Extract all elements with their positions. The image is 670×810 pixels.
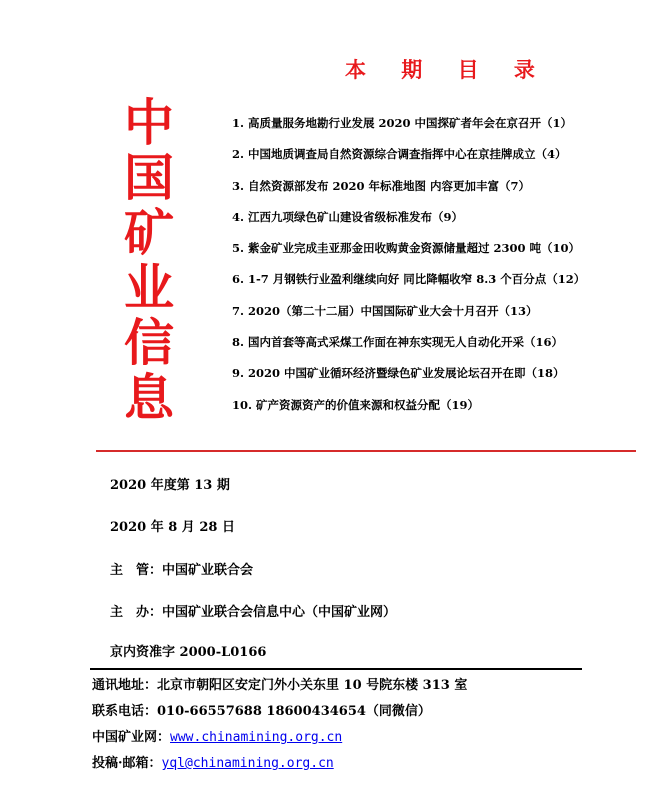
table-of-contents <box>232 108 652 421</box>
website-link[interactable]: www.chinamining.org.cn <box>170 730 343 745</box>
issue-number: 2020 年度第 13 期 <box>110 478 230 493</box>
website-label: 中国矿业网： <box>92 730 171 745</box>
title-char: 国 <box>124 149 174 207</box>
toc-item[interactable]: 9. 2020 中国矿业循环经济暨绿色矿业发展论坛召开在即（18） <box>232 366 565 381</box>
title-char: 息 <box>124 369 174 427</box>
email-line <box>92 752 334 771</box>
supervisor-label: 主 管： <box>110 563 163 578</box>
email-link[interactable]: yql@chinamining.org.cn <box>161 756 334 771</box>
toc-item[interactable]: 6. 1-7 月钢铁行业盈利继续向好 同比降幅收窄 8.3 个百分点（12） <box>232 272 586 287</box>
organizer-line <box>110 601 396 620</box>
email-label: 投稿·邮箱： <box>92 756 162 771</box>
organizer-value: 中国矿业联合会信息中心（中国矿业网） <box>162 605 397 620</box>
toc-item[interactable]: 10. 矿产资源资产的价值来源和权益分配（19） <box>232 397 480 412</box>
issue-date: 2020 年 8 月 28 日 <box>110 520 235 535</box>
supervisor-value: 中国矿业联合会 <box>162 563 254 578</box>
supervisor-line <box>110 559 253 578</box>
toc-item[interactable]: 2. 中国地质调查局自然资源综合调查指挥中心在京挂牌成立（4） <box>232 147 567 162</box>
toc-title: 本 期 目 录 <box>345 58 549 82</box>
title-char: 矿 <box>124 204 174 262</box>
publication-title <box>118 96 180 426</box>
toc-item[interactable]: 3. 自然资源部发布 2020 年标准地图 内容更加丰富（7） <box>232 178 531 193</box>
permit-number: 京内资准字 2000-L0166 <box>110 645 267 660</box>
toc-item[interactable]: 5. 紫金矿业完成圭亚那金田收购黄金资源储量超过 2300 吨（10） <box>232 241 581 256</box>
website-line <box>92 726 342 745</box>
divider-black <box>90 668 582 670</box>
toc-item[interactable]: 8. 国内首套等高式采煤工作面在神东实现无人自动化开采（16） <box>232 335 564 350</box>
title-char: 信 <box>124 314 174 372</box>
contact-phone: 联系电话：010-66557688 18600434654（同微信） <box>92 704 431 719</box>
divider-red <box>96 450 636 452</box>
toc-item[interactable]: 1. 高质量服务地勘行业发展 2020 中国探矿者年会在京召开（1） <box>232 116 573 130</box>
title-char: 业 <box>124 259 174 317</box>
contact-address: 通讯地址：北京市朝阳区安定门外小关东里 10 号院东楼 313 室 <box>92 678 468 693</box>
title-char: 中 <box>124 94 174 152</box>
organizer-label: 主 办： <box>110 605 163 620</box>
toc-item[interactable]: 4. 江西九项绿色矿山建设省级标准发布（9） <box>232 209 464 224</box>
toc-item[interactable]: 7. 2020（第二十二届）中国国际矿业大会十月召开（13） <box>232 303 538 318</box>
